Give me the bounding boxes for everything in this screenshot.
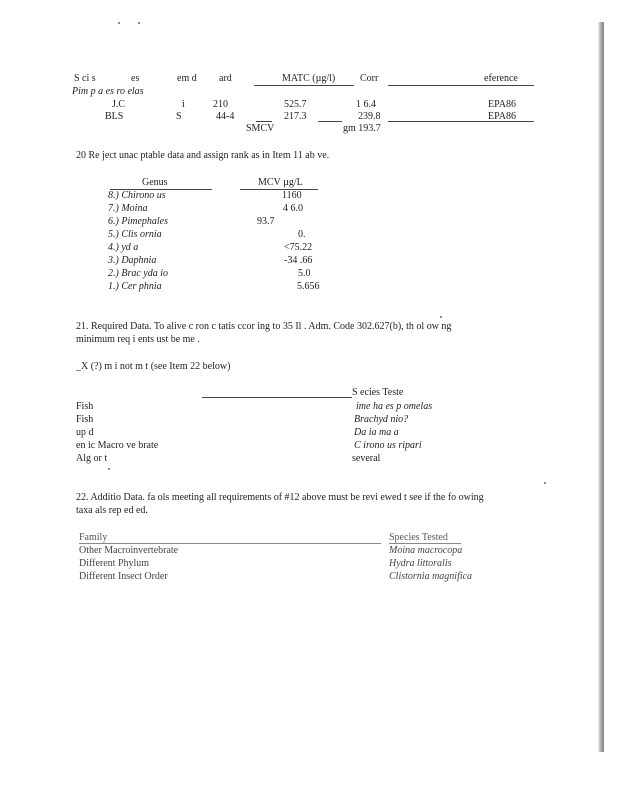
- family: Fish: [76, 401, 94, 412]
- smcv-value: gm 193.7: [343, 123, 381, 134]
- row-corr: 239.8: [358, 111, 381, 122]
- species: Brachyd nio?: [354, 414, 409, 425]
- genus: 6.) Pimephales: [108, 216, 168, 227]
- mcv-value: 0.: [298, 229, 306, 240]
- row-matc: 525.7: [284, 99, 307, 110]
- mcv-value: 4 6.0: [283, 203, 303, 214]
- mcv-value: -34 .66: [284, 255, 313, 266]
- genus: 5.) Clis ornia: [108, 229, 162, 240]
- header-species: S ci s: [74, 73, 96, 84]
- row-value: 44-4: [216, 111, 235, 122]
- species: Clistornia magnifica: [389, 571, 473, 582]
- smcv-label: SMCV: [246, 123, 275, 134]
- header-col4: ard: [219, 73, 232, 84]
- genus-line: Pim p a es ro elas: [72, 86, 144, 97]
- header-col3: em d: [177, 73, 197, 84]
- item-21-text-line1: 21. Required Data. To alive c ron c tatis ccor ing to 35 Il . Adm. Code 302.627(b), th ol ow ng: [76, 321, 452, 332]
- row-id: J.C: [112, 99, 126, 110]
- species: Da ia ma a: [354, 427, 399, 438]
- row-mark: S: [176, 111, 182, 122]
- mcv-value: 5.0: [298, 268, 311, 279]
- genus: 3.) Daphnia: [108, 255, 157, 266]
- item-22-text-line2: taxa als rep ed ed.: [76, 505, 148, 516]
- item-20-text: 20 Re ject unac ptable data and assign rank as in Item 11 ab ve.: [76, 150, 330, 161]
- species: ime ha es p omelas: [356, 401, 433, 412]
- header-corr: Corr: [360, 73, 379, 84]
- species: Hydra littoralis: [389, 558, 452, 569]
- species-tested-header: Species Tested: [389, 532, 448, 543]
- row-id: BLS: [105, 111, 124, 122]
- family: Other Macroinvertebrate: [79, 545, 179, 556]
- family: Alg or t: [76, 453, 108, 464]
- genus: 1.) Cer phnia: [108, 281, 162, 292]
- row-matc: 217.3: [284, 111, 307, 122]
- header-reference: eference: [484, 73, 518, 84]
- species: Moina macrocopa: [389, 545, 463, 556]
- species: C irono us ripari: [354, 440, 422, 451]
- header-col2: es: [131, 73, 140, 84]
- genus: 8.) Chirono us: [108, 190, 166, 201]
- genus: 2.) Brac yda io: [108, 268, 168, 279]
- item-21-text-line2: minimum req i ents ust be me .: [76, 334, 200, 345]
- item-22-text-line1: 22. Additio Data. fa ols meeting all requirements of #12 above must be revi ewed t see if the fo owing: [76, 492, 484, 503]
- item-21-status: _X (?) m i not m t (see Item 22 below): [76, 361, 231, 372]
- row-ref: EPA86: [488, 99, 516, 110]
- mcv-value: 5.656: [297, 281, 320, 292]
- family: up d: [76, 427, 94, 438]
- scan-speck: [118, 22, 120, 24]
- scan-speck: [544, 482, 546, 484]
- genus-header: Genus: [142, 177, 168, 188]
- row-value: 210: [213, 99, 228, 110]
- family: Fish: [76, 414, 94, 425]
- genus: 4.) yd a: [108, 242, 139, 253]
- scan-speck: [108, 468, 110, 470]
- species: several: [352, 453, 381, 464]
- family: Different Phylum: [79, 558, 150, 569]
- header-underline: [254, 85, 354, 86]
- header-matc: MATC (µg/l): [282, 73, 336, 84]
- row-corr: 1 6.4: [356, 99, 376, 110]
- family-header-underline: [202, 397, 352, 398]
- row-ref: EPA86: [488, 111, 516, 122]
- family: Different Insect Order: [79, 571, 168, 582]
- row-underline: [256, 121, 272, 122]
- scan-edge-shadow: [598, 22, 604, 752]
- row-underline: [318, 121, 342, 122]
- species-header-underline: [389, 543, 461, 544]
- scan-speck: [138, 22, 140, 24]
- mcv-value: 1160: [282, 190, 302, 201]
- family-header: Family: [79, 532, 108, 543]
- mcv-value: 93.7: [257, 216, 275, 227]
- row-mark: i: [182, 99, 185, 110]
- family: en ic Macro ve brate: [76, 440, 159, 451]
- mcv-value: <75.22: [284, 242, 313, 253]
- row-underline: [388, 121, 534, 122]
- mcv-header-underline: [240, 189, 318, 190]
- family-header-underline: [79, 543, 381, 544]
- genus: 7.) Moina: [108, 203, 148, 214]
- species-tested-header: S ecies Teste: [352, 387, 404, 398]
- header-underline: [388, 85, 534, 86]
- scan-speck: [440, 316, 442, 318]
- mcv-header: MCV µg/L: [258, 177, 303, 188]
